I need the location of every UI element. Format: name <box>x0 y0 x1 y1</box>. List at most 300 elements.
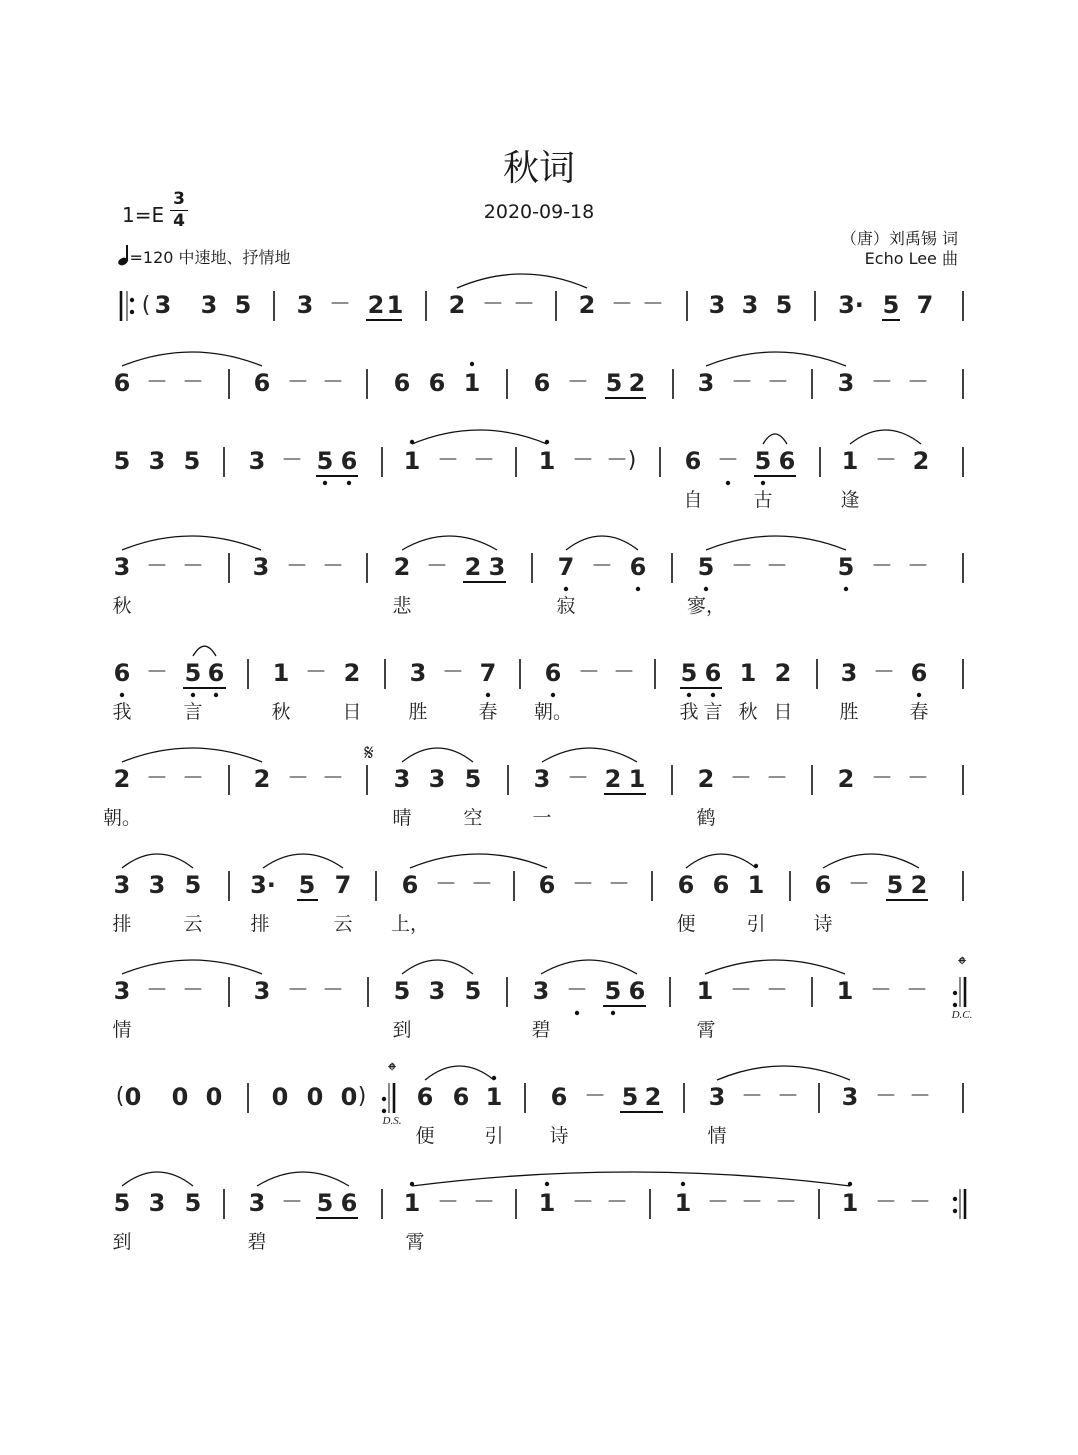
slur <box>763 434 787 444</box>
lyric: 排 <box>112 913 132 935</box>
lyric: 上， <box>390 913 430 935</box>
note: 6 <box>550 1083 568 1111</box>
note: 5 <box>184 659 202 687</box>
note: 6 <box>544 659 562 687</box>
sustain-dash: － <box>706 1190 730 1215</box>
note: 3 <box>296 291 314 319</box>
sustain-dash: － <box>512 292 536 317</box>
sustain-dash: － <box>481 292 505 317</box>
note: 2 <box>604 765 622 793</box>
note: 0 <box>306 1083 324 1111</box>
sustain-dash: － <box>740 1084 764 1109</box>
song-title: 秋词 <box>502 148 575 189</box>
sustain-dash: － <box>321 978 345 1003</box>
note: 5 <box>316 447 334 475</box>
sustain-dash: － <box>328 292 352 317</box>
lyric: 朝。 <box>102 807 142 829</box>
note: 0 <box>340 1083 358 1111</box>
slur <box>402 960 473 974</box>
note: 7 <box>334 871 352 899</box>
slur <box>425 1066 494 1080</box>
sustain-dash: － <box>321 370 345 395</box>
sustain-dash: － <box>908 1084 932 1109</box>
note: 3 <box>532 977 550 1005</box>
note: 5 <box>234 291 252 319</box>
lyric: 引 <box>746 913 766 935</box>
note: 5 <box>621 1083 639 1111</box>
note: 1 <box>841 1189 859 1217</box>
note: 0 <box>171 1083 189 1111</box>
sustain-dash: － <box>730 370 754 395</box>
sustain-dash: － <box>571 1190 595 1215</box>
note: 3 <box>200 291 218 319</box>
note: 1 <box>674 1189 692 1217</box>
note: 2 <box>774 659 792 687</box>
sustain-dash: － <box>641 292 665 317</box>
note: 1 <box>538 447 556 475</box>
sustain-dash: － <box>145 370 169 395</box>
note: 1 <box>272 659 290 687</box>
lyric: 霄 <box>696 1019 716 1041</box>
lyric: 我 <box>679 701 699 723</box>
low-octave-dot <box>726 481 730 485</box>
slur <box>823 854 919 868</box>
slur <box>566 536 638 550</box>
sustain-dash: － <box>145 660 169 685</box>
sustain-dash: － <box>874 448 898 473</box>
sustain-dash: － <box>605 448 629 473</box>
repeat-dot <box>130 310 134 314</box>
low-octave-dot <box>575 1011 579 1015</box>
sustain-dash: － <box>590 554 614 579</box>
lyric: 引 <box>484 1125 504 1147</box>
note: 6 <box>538 871 556 899</box>
time-signature-bottom: 4 <box>173 211 185 231</box>
lyric: 悲 <box>392 595 412 617</box>
tie <box>122 748 262 762</box>
note: 5 <box>298 871 316 899</box>
lyric: 春 <box>909 701 929 723</box>
lyric: 诗 <box>813 913 833 935</box>
note: 3 <box>697 369 715 397</box>
lyric: 一 <box>532 807 552 829</box>
time-signature-top: 3 <box>173 189 185 209</box>
sustain-dash: － <box>716 448 740 473</box>
sustain-dash: － <box>145 554 169 579</box>
note: 0 <box>271 1083 289 1111</box>
slur <box>122 1172 193 1186</box>
lyric: 言 <box>703 701 723 723</box>
lyric: 空 <box>463 807 483 829</box>
low-octave-dot <box>551 693 555 697</box>
lyric: 情 <box>707 1125 727 1147</box>
coda-icon: 𝄌 <box>958 953 966 978</box>
sustain-dash: － <box>566 766 590 791</box>
lyric: 春 <box>478 701 498 723</box>
sustain-dash: － <box>285 554 309 579</box>
note: 5 <box>754 447 772 475</box>
note: 3 <box>840 659 858 687</box>
sustain-dash: － <box>870 766 894 791</box>
lyric: 霄 <box>405 1231 425 1253</box>
note: 3· <box>250 871 276 899</box>
low-octave-dot <box>611 1011 615 1015</box>
lyric: 到 <box>112 1231 132 1253</box>
lyric: 到 <box>392 1019 412 1041</box>
note: 3· <box>838 291 864 319</box>
note: 6 <box>704 659 722 687</box>
note: 5 <box>393 977 411 1005</box>
composer-credit: Echo Lee 曲 <box>864 249 958 268</box>
low-octave-dot <box>486 693 490 697</box>
note: 6 <box>340 447 358 475</box>
low-octave-dot <box>711 693 715 697</box>
note: 0 <box>124 1083 142 1111</box>
note: 5 <box>183 447 201 475</box>
low-octave-dot <box>917 693 921 697</box>
lyricist-credit: （唐）刘禹锡 词 <box>840 229 958 248</box>
sustain-dash: － <box>181 370 205 395</box>
sustain-dash: － <box>872 660 896 685</box>
note: 5 <box>697 553 715 581</box>
note: 7 <box>557 553 575 581</box>
note: 3 <box>841 1083 859 1111</box>
note: 1 <box>538 1189 556 1217</box>
sustain-dash: － <box>729 766 753 791</box>
low-octave-dot <box>191 693 195 697</box>
note: 3 <box>148 447 166 475</box>
sustain-dash: － <box>286 370 310 395</box>
note: 3 <box>428 765 446 793</box>
sustain-dash: － <box>145 766 169 791</box>
note: 3 <box>488 553 506 581</box>
sustain-dash: － <box>605 1190 629 1215</box>
repeat-dot <box>953 1197 957 1201</box>
note: 1 <box>836 977 854 1005</box>
note: 5 <box>604 977 622 1005</box>
tie <box>412 1172 850 1186</box>
note: 5 <box>837 553 855 581</box>
sustain-dash: － <box>280 1190 304 1215</box>
repeat-dot <box>382 1109 386 1113</box>
note: 3 <box>113 977 131 1005</box>
sustain-dash: － <box>565 978 589 1003</box>
note: 3 <box>148 1189 166 1217</box>
slur <box>193 646 216 656</box>
lyric: 寂 <box>556 595 576 617</box>
lyric: 云 <box>333 913 353 935</box>
tempo-text: =120 中速地、抒情地 <box>129 248 291 267</box>
note: 5 <box>113 1189 131 1217</box>
low-octave-dot <box>761 481 765 485</box>
note: 3 <box>248 447 266 475</box>
note: 3 <box>248 1189 266 1217</box>
note: 3 <box>148 871 166 899</box>
note: 6 <box>629 553 647 581</box>
sustain-dash: － <box>321 554 345 579</box>
high-octave-dot <box>545 1182 549 1186</box>
note: 5 <box>882 291 900 319</box>
slur <box>542 748 637 762</box>
lyric: 逢 <box>840 489 860 511</box>
ds-mark: D.S. <box>382 1115 402 1127</box>
lyric: 言 <box>183 701 203 723</box>
note: 3 <box>113 871 131 899</box>
slur <box>402 748 473 762</box>
note: 1 <box>485 1083 503 1111</box>
low-octave-dot <box>214 693 218 697</box>
dc-mark: D.C. <box>951 1009 973 1021</box>
note: 5 <box>886 871 904 899</box>
note: 1 <box>463 369 481 397</box>
slur <box>686 854 756 868</box>
note: 5 <box>184 1189 202 1217</box>
close-paren: ) <box>627 448 637 473</box>
sustain-dash: － <box>847 872 871 897</box>
lyric: 情 <box>112 1019 132 1041</box>
high-octave-dot <box>470 362 474 366</box>
note: 3 <box>708 1083 726 1111</box>
lyric: 古 <box>753 489 773 511</box>
lyric: 云 <box>183 913 203 935</box>
note: 1 <box>628 765 646 793</box>
note: 6 <box>452 1083 470 1111</box>
lyric: 便 <box>415 1125 435 1147</box>
note: 3 <box>428 977 446 1005</box>
note: 6 <box>113 659 131 687</box>
note: 1 <box>739 659 757 687</box>
note: 6 <box>393 369 411 397</box>
open-paren: ( <box>115 1084 125 1109</box>
note: 6 <box>207 659 225 687</box>
sustain-dash: － <box>436 1190 460 1215</box>
sustain-dash: － <box>908 1190 932 1215</box>
note: 2 <box>464 553 482 581</box>
note: 5 <box>464 765 482 793</box>
note: 1 <box>386 291 404 319</box>
sustain-dash: － <box>869 978 893 1003</box>
tie <box>412 430 547 444</box>
lyric: 碧 <box>247 1231 267 1253</box>
sustain-dash: － <box>765 978 789 1003</box>
lyric: 寥， <box>686 595 726 617</box>
sustain-dash: － <box>610 292 634 317</box>
sustain-dash: － <box>906 766 930 791</box>
sustain-dash: － <box>181 554 205 579</box>
sustain-dash: － <box>434 872 458 897</box>
note: 1 <box>841 447 859 475</box>
tie <box>706 352 846 366</box>
low-octave-dot <box>844 587 848 591</box>
tie <box>122 352 262 366</box>
sustain-dash: － <box>766 370 790 395</box>
repeat-dot <box>382 1097 386 1101</box>
sustain-dash: － <box>607 872 631 897</box>
sustain-dash: － <box>870 370 894 395</box>
tie <box>706 536 846 550</box>
lyric: 日 <box>342 701 362 723</box>
sustain-dash: － <box>571 448 595 473</box>
note: 3 <box>253 977 271 1005</box>
note: 6 <box>778 447 796 475</box>
note: 2 <box>367 291 385 319</box>
note: 2 <box>448 291 466 319</box>
note: 6 <box>533 369 551 397</box>
slur <box>122 854 193 868</box>
note: 1 <box>696 977 714 1005</box>
note: 3 <box>708 291 726 319</box>
note: 7 <box>916 291 934 319</box>
note: 2 <box>837 765 855 793</box>
slur <box>402 536 497 550</box>
sustain-dash: － <box>280 448 304 473</box>
low-octave-dot <box>704 587 708 591</box>
low-octave-dot <box>687 693 691 697</box>
sustain-dash: － <box>740 1190 764 1215</box>
note: 3 <box>393 765 411 793</box>
note: 6 <box>677 871 695 899</box>
tie <box>705 960 845 974</box>
open-paren: ( <box>141 293 151 318</box>
low-octave-dot <box>120 693 124 697</box>
sustain-dash: － <box>436 448 460 473</box>
note: 6 <box>428 369 446 397</box>
lyric: 诗 <box>549 1125 569 1147</box>
sustain-dash: － <box>472 1190 496 1215</box>
note: 3 <box>409 659 427 687</box>
lyric: 鹤 <box>696 807 716 829</box>
note: 6 <box>340 1189 358 1217</box>
sustain-dash: － <box>286 766 310 791</box>
key-signature: 1=E <box>122 203 165 227</box>
note: 1 <box>747 871 765 899</box>
repeat-dot <box>953 991 957 995</box>
sustain-dash: － <box>906 370 930 395</box>
slur <box>257 1172 349 1186</box>
note: 6 <box>628 977 646 1005</box>
sustain-dash: － <box>730 554 754 579</box>
low-octave-dot <box>347 481 351 485</box>
sustain-dash: － <box>776 1084 800 1109</box>
tie <box>122 960 262 974</box>
note: 2 <box>343 659 361 687</box>
note: 2 <box>113 765 131 793</box>
note: 5 <box>316 1189 334 1217</box>
sustain-dash: － <box>181 766 205 791</box>
note: 3 <box>154 291 172 319</box>
repeat-dot <box>130 298 134 302</box>
note: 6 <box>113 369 131 397</box>
sustain-dash: － <box>906 554 930 579</box>
lyric: 朝。 <box>533 701 573 723</box>
note: 6 <box>712 871 730 899</box>
sustain-dash: － <box>905 978 929 1003</box>
sustain-dash: － <box>870 554 894 579</box>
tie <box>122 536 261 550</box>
sustain-dash: － <box>571 872 595 897</box>
sustain-dash: － <box>612 660 636 685</box>
slur <box>850 430 921 444</box>
high-octave-dot <box>681 1182 685 1186</box>
slur <box>541 960 637 974</box>
segno-icon: 𝄋 <box>364 741 374 766</box>
note: 2 <box>697 765 715 793</box>
note: 2 <box>644 1083 662 1111</box>
lyric: 自 <box>683 489 703 511</box>
note: 2 <box>578 291 596 319</box>
sustain-dash: － <box>765 554 789 579</box>
score-date: 2020-09-18 <box>483 201 595 223</box>
lyric: 秋 <box>738 701 758 723</box>
sustain-dash: － <box>774 1190 798 1215</box>
note: 6 <box>814 871 832 899</box>
close-paren: ) <box>357 1084 367 1109</box>
note: 6 <box>910 659 928 687</box>
note: 3 <box>252 553 270 581</box>
note: 7 <box>479 659 497 687</box>
lyric: 日 <box>773 701 793 723</box>
sustain-dash: － <box>472 448 496 473</box>
sustain-dash: － <box>577 660 601 685</box>
note: 1 <box>403 1189 421 1217</box>
note: 2 <box>253 765 271 793</box>
note: 2 <box>393 553 411 581</box>
note: 2 <box>628 369 646 397</box>
lyric: 晴 <box>392 807 412 829</box>
sustain-dash: － <box>425 554 449 579</box>
note: 2 <box>910 871 928 899</box>
note: 3 <box>741 291 759 319</box>
lyric: 胜 <box>839 701 859 723</box>
lyric: 秋 <box>112 595 132 617</box>
sustain-dash: － <box>181 978 205 1003</box>
sustain-dash: － <box>286 978 310 1003</box>
note: 1 <box>403 447 421 475</box>
coda-icon: 𝄌 <box>388 1059 396 1084</box>
low-octave-dot <box>323 481 327 485</box>
lyric: 排 <box>250 913 270 935</box>
note: 6 <box>253 369 271 397</box>
sustain-dash: － <box>583 1084 607 1109</box>
slur <box>263 854 343 868</box>
note: 6 <box>416 1083 434 1111</box>
note: 3 <box>113 553 131 581</box>
note: 6 <box>401 871 419 899</box>
note: 5 <box>680 659 698 687</box>
sustain-dash: － <box>729 978 753 1003</box>
note: 6 <box>684 447 702 475</box>
lyric: 秋 <box>271 701 291 723</box>
repeat-dot <box>953 1003 957 1007</box>
lyric: 我 <box>112 701 132 723</box>
sustain-dash: － <box>470 872 494 897</box>
sustain-dash: － <box>441 660 465 685</box>
note: 5 <box>605 369 623 397</box>
lyric: 碧 <box>531 1019 551 1041</box>
note: 3 <box>533 765 551 793</box>
note: 2 <box>912 447 930 475</box>
note: 5 <box>184 871 202 899</box>
sustain-dash: － <box>145 978 169 1003</box>
low-octave-dot <box>564 587 568 591</box>
sustain-dash: － <box>304 660 328 685</box>
low-octave-dot <box>636 587 640 591</box>
tie <box>410 854 547 868</box>
tie <box>457 274 587 288</box>
sustain-dash: － <box>566 370 590 395</box>
note: 5 <box>464 977 482 1005</box>
sustain-dash: － <box>765 766 789 791</box>
